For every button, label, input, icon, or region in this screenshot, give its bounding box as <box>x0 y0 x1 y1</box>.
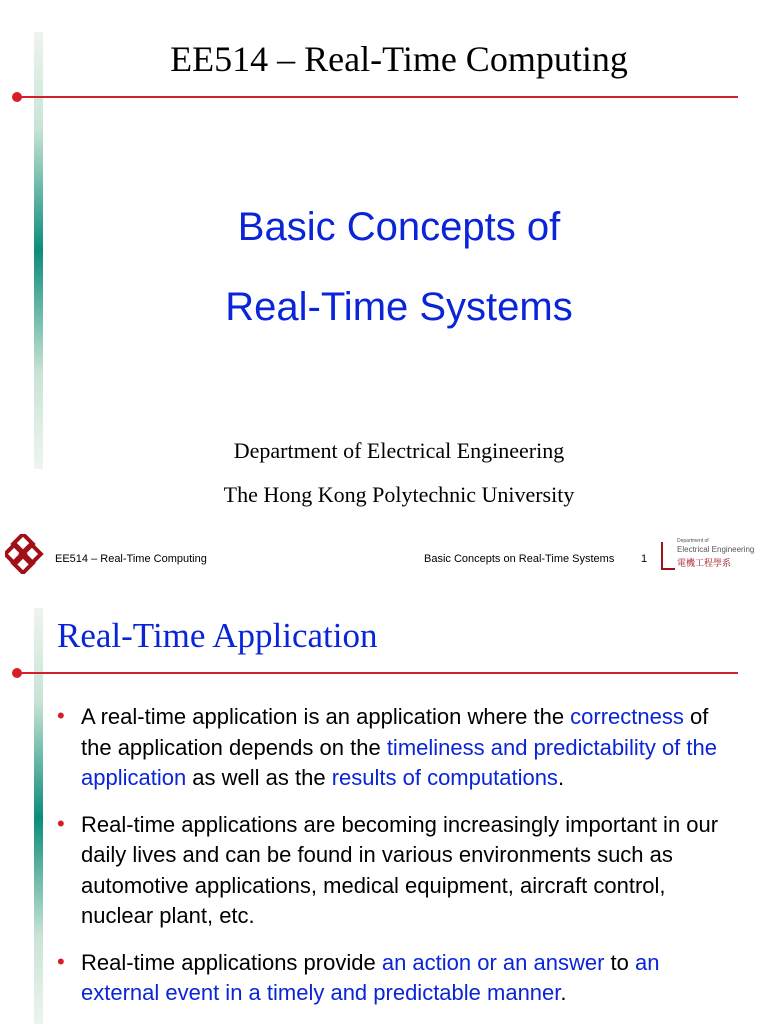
highlight-text: correctness <box>570 704 684 729</box>
highlight-text: an external event in a timely and predictable manner <box>81 949 660 1005</box>
highlight-text: timeliness and predictability of the application <box>81 734 717 790</box>
bullet-item <box>57 702 737 794</box>
footer-course: EE514 – Real-Time Computing <box>55 553 207 565</box>
dept-logo-small-text: Department of <box>677 538 709 544</box>
bullet-dot-icon: • <box>57 703 65 728</box>
highlight-text: an action or an answer <box>381 949 605 975</box>
department-name: Department of Electrical Engineering <box>233 438 565 463</box>
university-name: The Hong Kong Polytechnic University <box>223 482 575 507</box>
bullet-text: A real-time application is an application where the <box>81 704 571 729</box>
bullet-text: Real-time applications are becoming increasingly important in our daily lives and can be found in various environments such as automotive applications, medical equipment, aircraft control, nuclear plant, etc. <box>81 811 719 928</box>
bullet-item <box>57 810 737 932</box>
footer-topic: Basic Concepts on Real-Time Systems <box>424 553 615 565</box>
title-rule <box>18 96 738 98</box>
page-number: 1 <box>641 553 648 565</box>
bullet-text: as well as the <box>186 765 332 790</box>
polyu-logo-icon <box>5 534 45 574</box>
dept-logo-mark-icon <box>661 542 675 570</box>
rule-dot <box>12 92 22 102</box>
course-title: EE514 – Real-Time Computing <box>170 39 628 79</box>
slide-2 <box>0 600 768 1024</box>
rule-dot <box>12 668 22 678</box>
left-gradient-bar <box>34 608 43 1024</box>
bullet-item <box>57 948 737 1009</box>
bullet-dot-icon: • <box>57 810 65 836</box>
slide-subtitle-line2: Real-Time Systems <box>225 285 573 329</box>
title-rule <box>18 672 738 674</box>
bullet-text: Real-time applications provide <box>81 949 382 975</box>
slide-footer <box>0 538 768 576</box>
bullet-list <box>57 702 737 1024</box>
dept-logo-chinese-text: 電機工程學系 <box>677 559 732 569</box>
dept-logo-main-text: Electrical Engineering <box>677 545 755 554</box>
highlight-text: results of computations <box>331 765 558 790</box>
bullet-text: to <box>604 949 635 975</box>
bullet-text: of the application depends on the <box>81 704 709 760</box>
department-logo <box>661 538 765 578</box>
bullet-text: . <box>557 765 565 790</box>
bullet-text: . <box>560 980 567 1005</box>
bullet-dot-icon: • <box>57 948 65 974</box>
slide-subtitle-line1: Basic Concepts of <box>237 205 561 249</box>
slide-title: Real-Time Application <box>57 616 378 655</box>
